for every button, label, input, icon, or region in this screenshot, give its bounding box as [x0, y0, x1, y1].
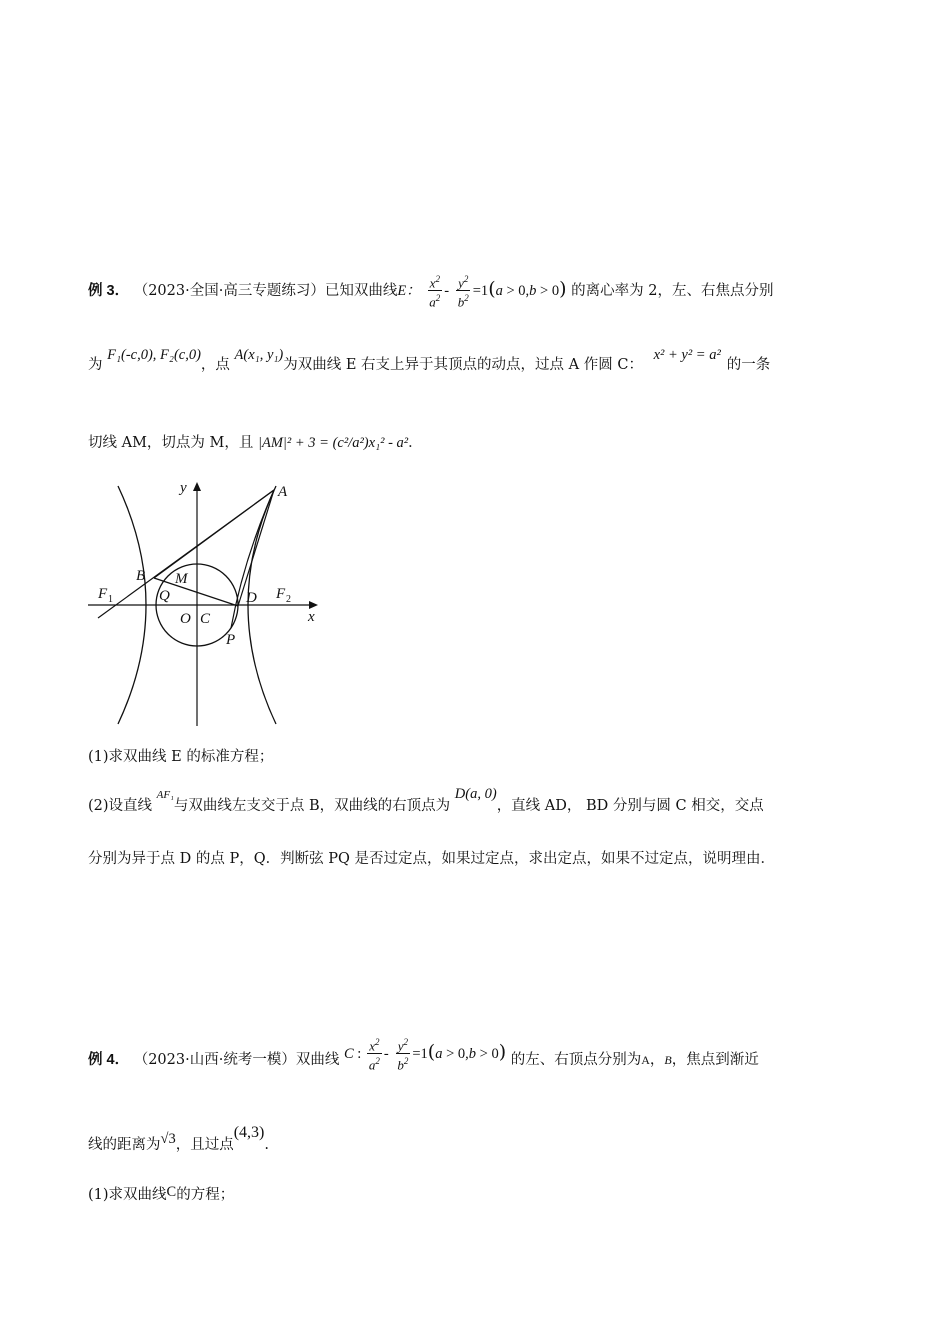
- ex3-q1-text: (1)求双曲线 E 的标准方程；: [88, 749, 274, 765]
- label-a: A: [278, 484, 288, 500]
- ex3-q2-line2-text: 分别为异于点 D 的点 P，Q．判断弦 PQ 是否过定点，如果过定点，求出定点，如果不过定点，说明理由．: [88, 851, 775, 867]
- label-q: Q: [159, 588, 170, 604]
- ex3-point-a: A(x₁, y₁): [234, 347, 284, 363]
- hyperbola-figure: [88, 478, 328, 728]
- ex3-circle-eq: x² + y² = a²: [653, 347, 721, 363]
- label-b: B: [136, 568, 146, 584]
- label-m: M: [175, 571, 188, 587]
- label-f2-sub: 2: [286, 594, 291, 605]
- ex3-line2-end: 的一条: [726, 357, 771, 373]
- ex3-line3-pre: 切线 AM，切点为 M，且: [88, 435, 254, 451]
- ex4-hyperbola-equation: C : $\frac{x^2}{a^2}$ - $\frac{y^2}{b^2}$ =1(a > 0,b > 0): [343, 1037, 507, 1073]
- ex4-vertex-a: A: [641, 1052, 650, 1067]
- ex3-line2: [88, 347, 771, 375]
- ex3-intro: 已知双曲线: [324, 282, 398, 299]
- label-x: x: [308, 609, 315, 625]
- ex3-line3-end: ．: [408, 435, 423, 451]
- ex3-condition: |AM|² + 3 = (c²/a²)x₁² - a²: [258, 435, 409, 451]
- ex4-after-eq: 的左、右顶点分别为: [510, 1051, 642, 1068]
- ex4-q1-end: 的方程；: [176, 1187, 235, 1203]
- ex4-label: 例 4．: [88, 1051, 130, 1068]
- ex3-line2-pre: 为: [88, 357, 103, 373]
- label-f1: F: [98, 586, 108, 602]
- ex4-sep: ，: [649, 1051, 665, 1068]
- ex3-q2: [88, 786, 764, 817]
- line-ad: [238, 490, 274, 606]
- ex4-line2-end: .: [264, 1137, 269, 1153]
- ex3-q1: [88, 747, 273, 767]
- ex3-line2-desc: 为双曲线 E 右支上异于其顶点的动点，过点 A 作圆 C：: [283, 357, 643, 373]
- ex3-hyperbola-equation: $\frac{x^2}{a^2}$ - $\frac{y^2}{b^2}$ =1(a > 0,b > 0): [429, 274, 567, 310]
- ex3-after-eq: 的离心率为 2，左、右焦点分别: [571, 282, 774, 299]
- label-c: C: [200, 611, 211, 627]
- y-axis-arrow: [193, 482, 201, 491]
- label-f2: F: [276, 586, 286, 602]
- ex3-q2-vertex: D(a, 0): [454, 786, 497, 802]
- ex3-source: （2023·全国·高三专题练习）: [133, 282, 325, 299]
- ex3-label: 例 3．: [88, 282, 130, 299]
- ex3-q2-pre: (2)设直线: [88, 798, 153, 814]
- ex4-intro: 双曲线: [295, 1051, 340, 1068]
- ex3-curve-name: E：: [397, 282, 421, 299]
- ex3-q2-end: ，直线 AD， BD 分别与圆 C 相交，交点: [496, 798, 764, 814]
- ex4-line1: [88, 1037, 759, 1079]
- ex3-q2-line2: [88, 849, 775, 869]
- ex3-line2-mid: ，点: [200, 357, 230, 373]
- ex3-line3: [88, 433, 423, 453]
- ex4-line2: [88, 1124, 269, 1155]
- ex4-vertex-b: B: [664, 1052, 672, 1067]
- label-o: O: [180, 611, 191, 627]
- label-f1-sub: 1: [108, 594, 113, 605]
- ex4-after-vertices: ，焦点到渐近: [671, 1051, 759, 1068]
- ex4-distance: √3: [160, 1131, 176, 1147]
- ex4-line2-mid: ，且过点: [175, 1137, 234, 1153]
- ex4-q1-pre: (1)求双曲线: [88, 1187, 167, 1203]
- ex4-line2-pre: 线的距离为: [88, 1137, 161, 1153]
- ex4-q1-c: C: [166, 1184, 177, 1200]
- ex4-q1: [88, 1185, 234, 1205]
- label-d: D: [246, 590, 257, 606]
- label-p: P: [226, 632, 236, 648]
- ex4-source: （2023·山西·统考一模）: [133, 1051, 296, 1068]
- ex3-q2-line-af1: AF₁: [156, 789, 174, 801]
- ex3-foci: F₁(-c,0), F₂(c,0): [107, 347, 201, 363]
- ex3-q2-mid: 与双曲线左支交于点 B，双曲线的右顶点为: [173, 798, 451, 814]
- ex4-point: (4,3): [233, 1124, 265, 1141]
- label-y: y: [180, 480, 187, 496]
- ex3-line1: [88, 272, 773, 310]
- x-axis-arrow: [309, 601, 318, 609]
